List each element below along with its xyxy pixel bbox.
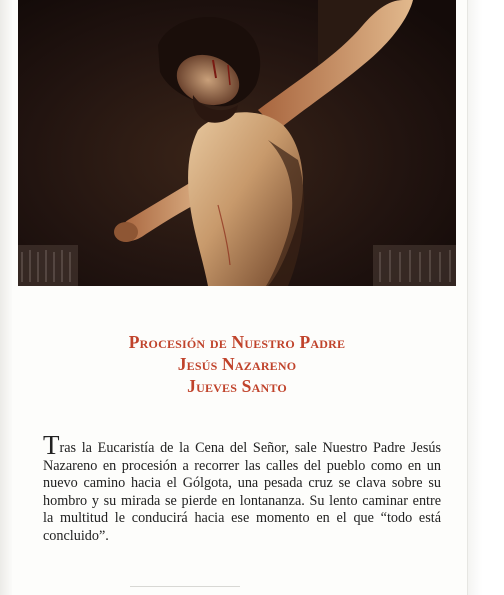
page-left-margin [0, 0, 12, 595]
description-text: ras la Eucaristía de la Cena del Señor, sale Nuestro Padre Jesús Nazareno en procesión a recorrer las calles del pueblo como en un nuevo camino hacia el Gólgota, una pesada cruz se clava sobre su hombro y su mirada se pierde en lontananza. Su lento caminar entre la multitud le conducirá hacia ese momento en el que “todo está concluido”. [43, 440, 441, 544]
crucified-christ-photo [18, 0, 456, 286]
title-line-2: Jesús Nazareno [177, 354, 297, 374]
crucifix-image [18, 0, 456, 286]
procession-description [43, 430, 441, 546]
title-line-1: Procesión de Nuestro Padre [128, 332, 346, 352]
procession-title [18, 331, 456, 397]
bottom-rule [130, 586, 240, 587]
drop-cap-letter: T [43, 430, 60, 460]
title-line-3: Jueves Santo [187, 376, 287, 396]
page-right-margin [467, 0, 504, 595]
